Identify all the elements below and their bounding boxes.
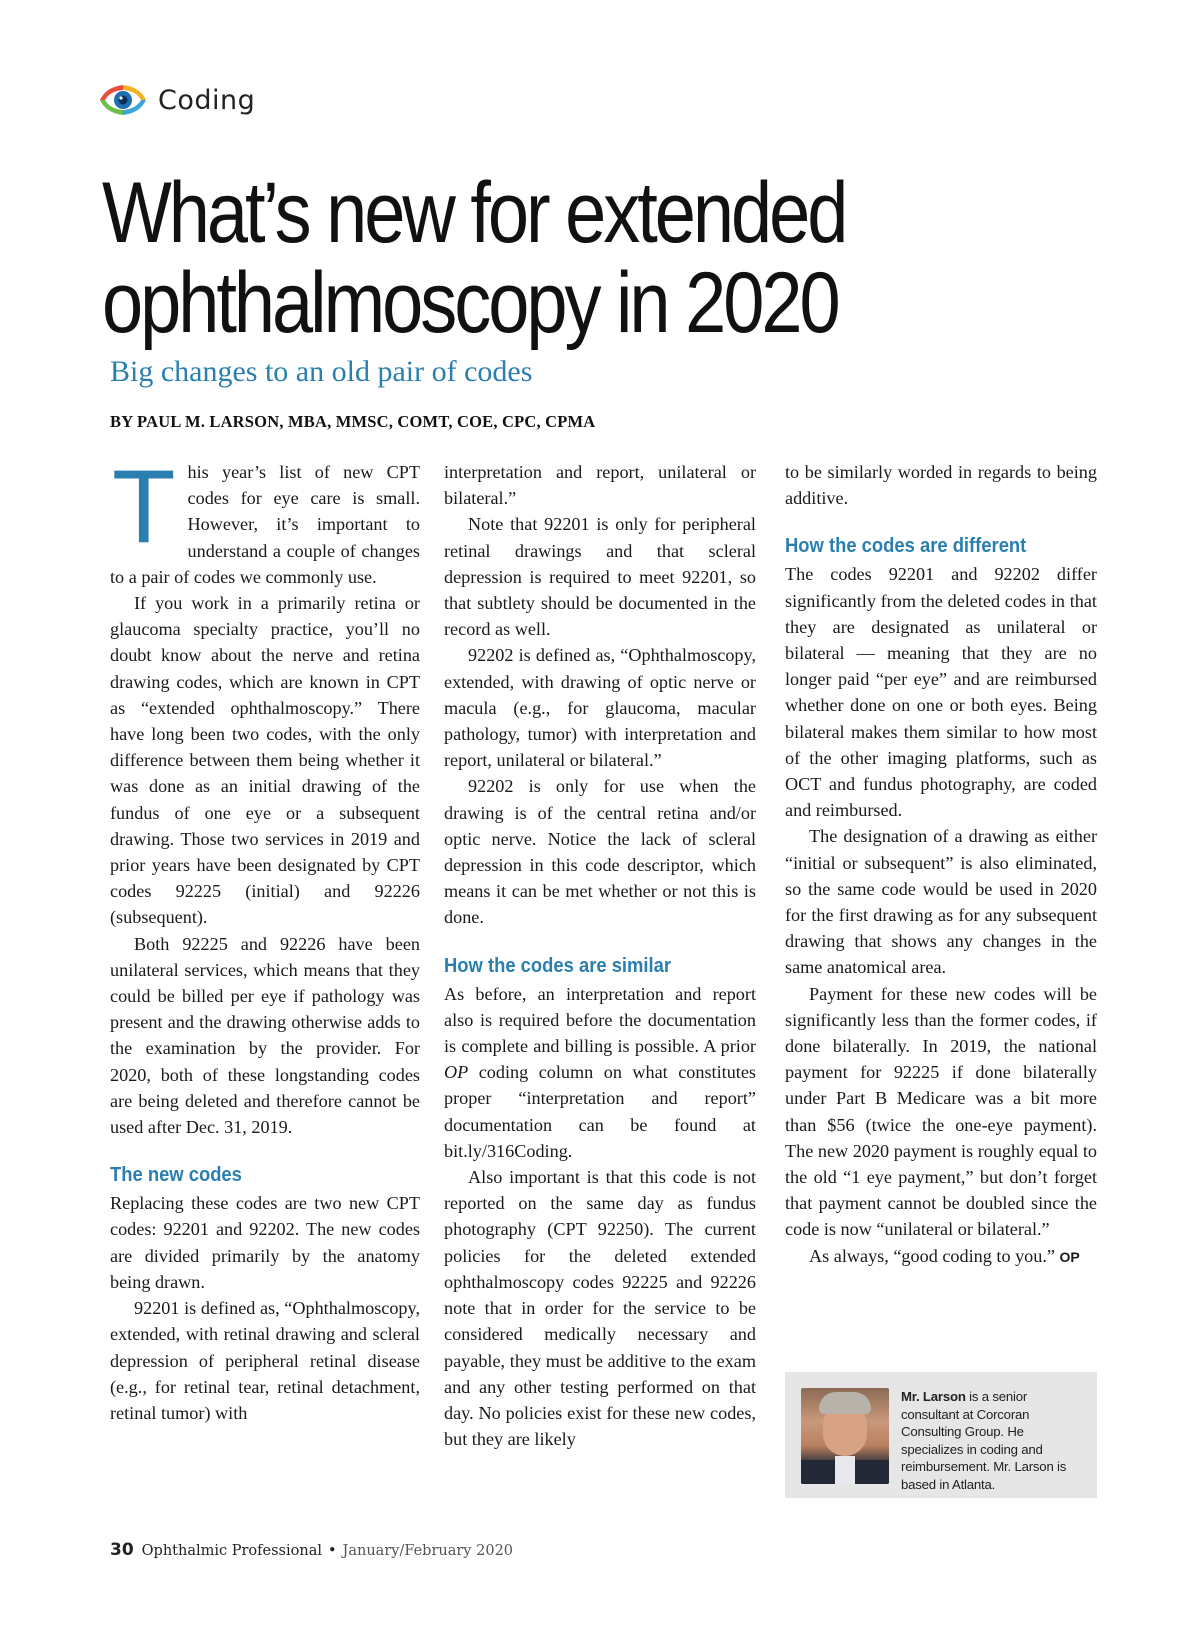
end-mark: OP	[1059, 1248, 1080, 1265]
section-header	[96, 80, 255, 120]
author-name: Mr. Larson	[901, 1389, 966, 1404]
paragraph: Also important is that this code is not reported on the same day as fundus photography (CPT 92250). The current policies for the deleted extended ophthalmoscopy codes 92225 and 92226 note that in order for the service to be considered medically necessary and payable, they must be additive to the exam and any other testing performed on that day. No policies exist for these new codes, but they are likely	[444, 1167, 756, 1450]
text-run: As before, an interpretation and report also is required before the documentation is complete and billing is possible. A prior	[444, 983, 756, 1057]
paragraph: Replacing these codes are two new CPT codes: 92201 and 92202. The new codes are divided primarily by the anatomy being drawn.	[110, 1193, 420, 1292]
section-heading: How the codes are different	[785, 535, 1027, 558]
section-label: Coding	[158, 84, 256, 116]
page-number: 30	[110, 1540, 134, 1560]
paragraph: Note that 92201 is only for peripheral retinal drawings and that scleral depression is required to meet 92201, so that subtlety should be documented in the record as well.	[444, 514, 756, 640]
column-1	[110, 449, 420, 1426]
paragraph: Payment for these new codes will be significantly less than the former codes, if done bilaterally. In 2019, the national payment for 92225 if done bilaterally under Part B Medicare was a bit more than $56 (twice the one-eye payment). The new 2020 payment is roughly equal to the old “1 eye payment,” but don’t forget that payment cannot be doubled since the code is now “unilateral or bilateral.”	[785, 983, 1097, 1240]
paragraph	[444, 981, 756, 1164]
publication-name: Ophthalmic Professional	[141, 1543, 322, 1559]
article-title	[102, 165, 876, 351]
title-line-1: What’s new for extended	[102, 165, 846, 261]
title-line-2: ophthalmoscopy in 2020	[102, 255, 838, 351]
eye-logo-icon	[96, 81, 150, 119]
author-photo	[801, 1388, 889, 1484]
publication-abbrev: OP	[444, 1062, 469, 1083]
section-heading: How the codes are similar	[444, 954, 672, 977]
page-footer	[110, 1540, 513, 1560]
author-bio	[901, 1388, 1087, 1493]
column-3	[785, 459, 1097, 1270]
paragraph: his year’s list of new CPT codes for eye care is small. However, it’s important to understand a couple of changes to a pair of codes we commonly use.	[110, 462, 420, 587]
section-heading: The new codes	[110, 1164, 242, 1187]
paragraph: 92202 is defined as, “Ophthalmoscopy, extended, with drawing of optic nerve or macula (e.g., for glaucoma, macular pathology, tumor) with interpretation and report, unilateral or bilateral.”	[444, 645, 756, 771]
paragraph: to be similarly worded in regards to being additive.	[785, 462, 1097, 509]
paragraph: If you work in a primarily retina or glaucoma specialty practice, you’ll no doubt know about the nerve and retina drawing codes, which are known in CPT as “extended ophthalmoscopy.” There have long been two codes, with the only difference between them being whether it was done as an initial drawing of the fundus of one eye or a subsequent drawing. Those two services in 2019 and prior years have been designated by CPT codes 92225 (initial) and 92226 (subsequent).	[110, 593, 420, 928]
intro-paragraph-wrap	[110, 449, 420, 590]
text-run: As always, “good coding to you.”	[809, 1245, 1060, 1266]
paragraph: The designation of a drawing as either “initial or subsequent” is also eliminated, so the same code would be used in 2020 for the first drawing as for any subsequent drawing that shows any changes in the same anatomical area.	[785, 826, 1097, 978]
footer-separator: •	[327, 1543, 337, 1559]
paragraph: Both 92225 and 92226 have been unilateral services, which means that they could be billed per eye if pathology was present and the drawing otherwise adds to the examination by the provider. For 2020, both of these longstanding codes are being deleted and therefore cannot be used after Dec. 31, 2019.	[110, 933, 420, 1138]
article-subtitle: Big changes to an old pair of codes	[110, 355, 533, 388]
paragraph	[785, 1243, 1097, 1270]
text-run: coding column on what constitutes proper “interpretation and report” documentation can be found at bit.ly/316Coding.	[444, 1062, 756, 1161]
paragraph: The codes 92201 and 92202 differ significantly from the deleted codes in that they are designated as unilateral or bilateral — meaning that they are no longer paid “per eye” and are reimbursed whether done on one or both eyes. Being bilateral makes them similar to how most of the other imaging platforms, such as OCT and fundus photography, are coded and reimbursed.	[785, 564, 1097, 821]
drop-cap: T	[112, 449, 176, 565]
paragraph: 92202 is only for use when the drawing is of the central retina and/or optic nerve. Notice the lack of scleral depression in this code descriptor, which means it can be met whether or not this is done.	[444, 776, 756, 928]
paragraph: interpretation and report, unilateral or bilateral.”	[444, 462, 756, 509]
paragraph: 92201 is defined as, “Ophthalmoscopy, extended, with retinal drawing and scleral depression of peripheral retinal disease (e.g., for retinal tear, retinal detachment, retinal tumor) with	[110, 1298, 420, 1423]
issue-date: January/February 2020	[342, 1543, 514, 1559]
bio-text: is a senior consultant at Corcoran Consulting Group. He specializes in coding and reimbursement. Mr. Larson is based in Atlanta.	[901, 1389, 1067, 1492]
column-2	[444, 459, 756, 1452]
author-bio-box	[785, 1372, 1097, 1498]
byline: BY PAUL M. LARSON, MBA, MMSC, COMT, COE, CPC, CPMA	[110, 412, 596, 431]
